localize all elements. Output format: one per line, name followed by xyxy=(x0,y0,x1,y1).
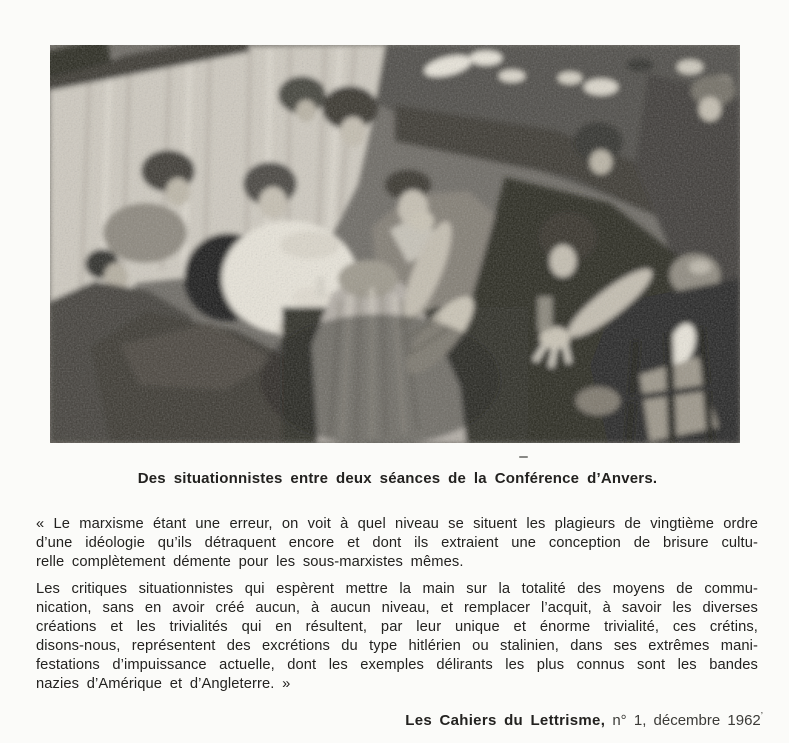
quote-line: Les critiques situationnistes qui espèrent mettre la main sur la totalité des moyens de commu- xyxy=(36,581,758,597)
quote-line: « Le marxisme étant une erreur, on voit à quel niveau se situent les plagieurs de vingtième ordre xyxy=(36,516,758,532)
quote-block xyxy=(36,515,758,694)
photo-figure xyxy=(50,45,740,443)
halftone-grain-overlay xyxy=(50,45,740,443)
attribution-issue: n° 1, décembre 1962 xyxy=(605,712,761,729)
quote-line: nazies d’Amérique et d’Angleterre. » xyxy=(36,676,291,692)
conference-photo xyxy=(50,45,740,443)
quote-line: festations d’impuissance actuelle, dont les exemples délirants les plus connus sont les bandes xyxy=(36,657,758,673)
quote-paragraph xyxy=(36,580,758,694)
attribution-stray-mark: ’ xyxy=(760,711,763,722)
attribution xyxy=(36,707,763,730)
scan-speck xyxy=(519,456,528,458)
quote-line: disons-nous, représentent des excrétions du type hitlérien ou stalinien, dans ses extrêmes mani- xyxy=(36,638,758,654)
quote-line: d’une idéologie qu’ils détraquent encore et dont ils extraient une conception de brisure cultu- xyxy=(36,535,758,551)
photo-caption-text: Des situationnistes entre deux séances de la Conférence d’Anvers. xyxy=(137,470,658,487)
attribution-source: Les Cahiers du Lettrisme, xyxy=(405,712,606,729)
photo-caption xyxy=(36,469,759,488)
quote-paragraphs xyxy=(36,515,758,694)
quote-line: créations et les trivialités qui en résultent, par leur unique et énorme trivialité, ces crétins, xyxy=(36,619,758,635)
quote-line: relle complètement démente pour les sous-marxistes mêmes. xyxy=(36,554,464,570)
quote-line: nication, sans en avoir créé aucun, à aucun niveau, et remplacer l’acquit, à savoir les diverses xyxy=(36,600,758,616)
quote-paragraph xyxy=(36,515,758,572)
